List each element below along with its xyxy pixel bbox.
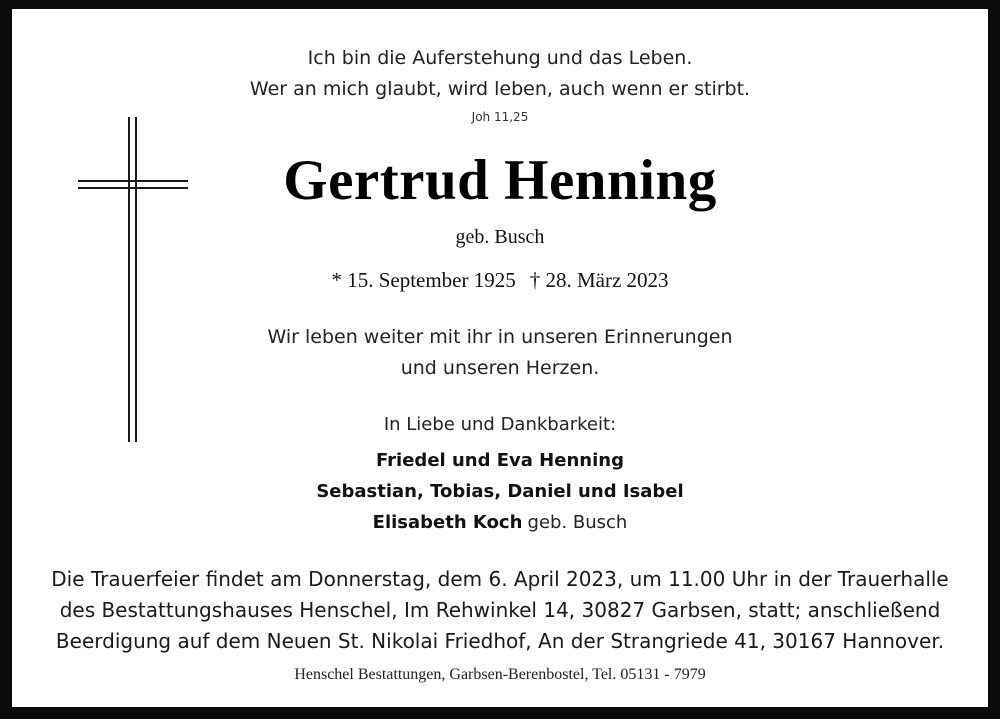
birth-date: * 15. September 1925 xyxy=(331,268,516,292)
death-date: † 28. März 2023 xyxy=(529,268,669,292)
memory-line-2: und unseren Herzen. xyxy=(400,357,600,379)
mourner-family-3-suffix: geb. Busch xyxy=(527,512,628,533)
undertaker-contact: Henschel Bestattungen, Garbsen-Berenbostel, Tel. 05131 - 7979 xyxy=(294,666,706,683)
memory-line-1: Wir leben weiter mit ihr in unseren Erinnerungen xyxy=(267,326,733,348)
life-dates xyxy=(0,268,1000,293)
mourners-intro: In Liebe und Dankbarkeit: xyxy=(383,414,617,435)
verse-line-1: Ich bin die Auferstehung und das Leben. xyxy=(307,47,693,69)
verse-reference: Joh 11,25 xyxy=(471,110,529,124)
verse-line-2: Wer an mich glaubt, wird leben, auch wenn er stirbt. xyxy=(249,78,751,100)
mourner-family-3-name: Elisabeth Koch xyxy=(372,512,523,533)
funeral-line-1: Die Trauerfeier findet am Donnerstag, dem 6. April 2023, um 11.00 Uhr in der Trauerhalle xyxy=(51,567,949,591)
funeral-line-3: Beerdigung auf dem Neuen St. Nikolai Friedhof, An der Strangriede 41, 30167 Hannover. xyxy=(55,629,945,653)
deceased-name: Gertrud Henning xyxy=(283,149,717,212)
mourner-family-2: Sebastian, Tobias, Daniel und Isabel xyxy=(316,481,684,502)
mourner-family-1: Friedel und Eva Henning xyxy=(376,450,624,471)
funeral-line-2: des Bestattungshauses Henschel, Im Rehwinkel 14, 30827 Garbsen, statt; anschließend xyxy=(59,598,941,622)
mourner-family-3 xyxy=(0,512,1000,533)
maiden-name: geb. Busch xyxy=(455,226,545,248)
